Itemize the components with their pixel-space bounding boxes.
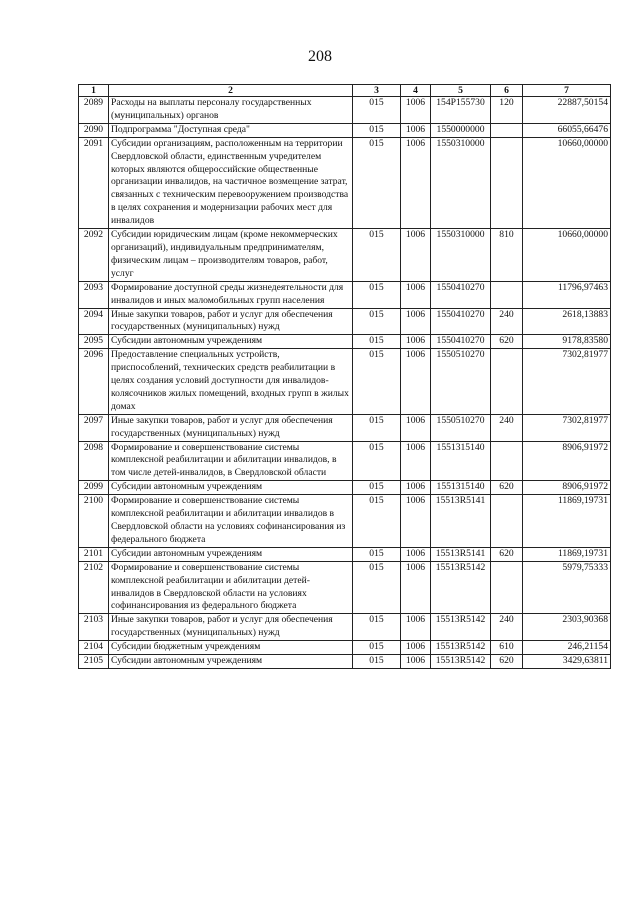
- table-row: [79, 229, 611, 282]
- table-row: [79, 414, 611, 441]
- row-col3: 015: [353, 495, 401, 548]
- row-col5: 15513R5141: [431, 495, 491, 548]
- table-row: [79, 123, 611, 137]
- row-col3: 015: [353, 308, 401, 335]
- row-name: Субсидии организациям, расположенным на территории Свердловской области, единственным учредителем которых являются общероссийские общественные организации инвалидов, на частичное возмещение затрат, связанных с техническим перевооружением производства в целях сохранения и модернизации рабочих мест для инвалидов: [109, 137, 353, 228]
- row-number: 2089: [79, 97, 109, 124]
- row-name: Подпрограмма "Доступная среда": [109, 123, 353, 137]
- row-col4: 1006: [401, 495, 431, 548]
- table-row: [79, 641, 611, 655]
- row-col4: 1006: [401, 281, 431, 308]
- column-header-2: 2: [109, 85, 353, 97]
- table-row: [79, 495, 611, 548]
- row-amount: 9178,83580: [523, 335, 611, 349]
- page-number: 208: [308, 48, 332, 65]
- row-name: Расходы на выплаты персоналу государственных (муниципальных) органов: [109, 97, 353, 124]
- row-amount: 2303,90368: [523, 614, 611, 641]
- row-amount: 7302,81977: [523, 349, 611, 415]
- row-col4: 1006: [401, 441, 431, 481]
- row-col6: 240: [491, 308, 523, 335]
- column-header-3: 3: [353, 85, 401, 97]
- row-col5: 15513R5142: [431, 641, 491, 655]
- row-amount: 8906,91972: [523, 481, 611, 495]
- row-col4: 1006: [401, 547, 431, 561]
- row-col4: 1006: [401, 561, 431, 614]
- row-name: Субсидии юридическим лицам (кроме некоммерческих организаций), индивидуальным предпринимателям, физическим лицам – производителям товаров, работ, услуг: [109, 229, 353, 282]
- row-number: 2099: [79, 481, 109, 495]
- row-col3: 015: [353, 614, 401, 641]
- row-name: Субсидии автономным учреждениям: [109, 547, 353, 561]
- row-col4: 1006: [401, 97, 431, 124]
- row-col6: [491, 123, 523, 137]
- row-col3: 015: [353, 123, 401, 137]
- table-row: [79, 97, 611, 124]
- row-col3: 015: [353, 137, 401, 228]
- row-col4: 1006: [401, 123, 431, 137]
- row-number: 2104: [79, 641, 109, 655]
- row-col5: 15513R5142: [431, 561, 491, 614]
- row-number: 2090: [79, 123, 109, 137]
- row-col6: 620: [491, 655, 523, 669]
- column-header-6: 6: [491, 85, 523, 97]
- row-amount: 5979,75333: [523, 561, 611, 614]
- table-row: [79, 614, 611, 641]
- row-col3: 015: [353, 547, 401, 561]
- row-col4: 1006: [401, 349, 431, 415]
- row-col6: [491, 441, 523, 481]
- row-number: 2093: [79, 281, 109, 308]
- row-col4: 1006: [401, 614, 431, 641]
- row-number: 2100: [79, 495, 109, 548]
- row-name: Субсидии автономным учреждениям: [109, 655, 353, 669]
- row-number: 2101: [79, 547, 109, 561]
- row-col6: 240: [491, 414, 523, 441]
- row-col3: 015: [353, 349, 401, 415]
- table-row: [79, 137, 611, 228]
- table-row: [79, 349, 611, 415]
- row-amount: 11869,19731: [523, 495, 611, 548]
- table-row: [79, 335, 611, 349]
- column-header-1: 1: [79, 85, 109, 97]
- row-amount: 22887,50154: [523, 97, 611, 124]
- row-amount: 3429,63811: [523, 655, 611, 669]
- row-col6: 810: [491, 229, 523, 282]
- row-col6: [491, 495, 523, 548]
- row-col5: 154P155730: [431, 97, 491, 124]
- header-row: [79, 85, 611, 97]
- row-name: Субсидии автономным учреждениям: [109, 481, 353, 495]
- row-number: 2098: [79, 441, 109, 481]
- row-col3: 015: [353, 229, 401, 282]
- row-col3: 015: [353, 414, 401, 441]
- column-header-5: 5: [431, 85, 491, 97]
- column-header-4: 4: [401, 85, 431, 97]
- table-row: [79, 561, 611, 614]
- row-amount: 7302,81977: [523, 414, 611, 441]
- row-col5: 15513R5141: [431, 547, 491, 561]
- row-number: 2096: [79, 349, 109, 415]
- row-col6: 610: [491, 641, 523, 655]
- row-col3: 015: [353, 561, 401, 614]
- row-name: Формирование и совершенствование системы комплексной реабилитации и абилитации детей-инвалидов в Свердловской области на условиях софинансирования из федерального бюджета: [109, 561, 353, 614]
- row-col3: 015: [353, 655, 401, 669]
- row-name: Иные закупки товаров, работ и услуг для обеспечения государственных (муниципальных) нужд: [109, 308, 353, 335]
- row-amount: 2618,13883: [523, 308, 611, 335]
- row-col6: [491, 137, 523, 228]
- row-name: Формирование доступной среды жизнедеятельности для инвалидов и иных маломобильных групп населения: [109, 281, 353, 308]
- row-name: Иные закупки товаров, работ и услуг для обеспечения государственных (муниципальных) нужд: [109, 614, 353, 641]
- row-col6: [491, 561, 523, 614]
- row-amount: 8906,91972: [523, 441, 611, 481]
- table-row: [79, 281, 611, 308]
- row-col5: 1550510270: [431, 414, 491, 441]
- row-col5: 1551315140: [431, 441, 491, 481]
- row-amount: 66055,66476: [523, 123, 611, 137]
- row-col6: 620: [491, 547, 523, 561]
- row-name: Субсидии автономным учреждениям: [109, 335, 353, 349]
- table-row: [79, 547, 611, 561]
- row-col5: 1550410270: [431, 281, 491, 308]
- row-col5: 1550310000: [431, 229, 491, 282]
- row-name: Формирование и совершенствование системы комплексной реабилитации и абилитации инвалидов в Свердловской области на условиях софинансирования из федерального бюджета: [109, 495, 353, 548]
- row-number: 2095: [79, 335, 109, 349]
- row-amount: 11796,97463: [523, 281, 611, 308]
- row-name: Формирование и совершенствование системы комплексной реабилитации и абилитации инвалидов, в том числе детей-инвалидов, в Свердловской области: [109, 441, 353, 481]
- row-col5: 1550310000: [431, 137, 491, 228]
- row-col5: 1551315140: [431, 481, 491, 495]
- budget-table: [78, 84, 611, 669]
- row-col5: 15513R5142: [431, 655, 491, 669]
- row-col3: 015: [353, 641, 401, 655]
- row-number: 2105: [79, 655, 109, 669]
- row-col3: 015: [353, 335, 401, 349]
- table-row: [79, 655, 611, 669]
- row-col5: 1550000000: [431, 123, 491, 137]
- row-name: Предоставление специальных устройств, приспособлений, технических средств реабилитации в целях создания условий доступности для инвалидов-колясочников жилых помещений, входных групп в жилых домах: [109, 349, 353, 415]
- row-col4: 1006: [401, 641, 431, 655]
- row-col5: 15513R5142: [431, 614, 491, 641]
- row-name: Субсидии бюджетным учреждениям: [109, 641, 353, 655]
- row-name: Иные закупки товаров, работ и услуг для обеспечения государственных (муниципальных) нужд: [109, 414, 353, 441]
- row-col4: 1006: [401, 414, 431, 441]
- row-col4: 1006: [401, 335, 431, 349]
- row-col3: 015: [353, 481, 401, 495]
- row-col6: [491, 281, 523, 308]
- row-number: 2103: [79, 614, 109, 641]
- row-col6: 240: [491, 614, 523, 641]
- row-number: 2097: [79, 414, 109, 441]
- row-col5: 1550410270: [431, 308, 491, 335]
- row-amount: 10660,00000: [523, 229, 611, 282]
- row-col5: 1550410270: [431, 335, 491, 349]
- row-col3: 015: [353, 281, 401, 308]
- row-col4: 1006: [401, 655, 431, 669]
- row-col6: 620: [491, 335, 523, 349]
- column-header-7: 7: [523, 85, 611, 97]
- row-number: 2092: [79, 229, 109, 282]
- row-col3: 015: [353, 441, 401, 481]
- row-amount: 10660,00000: [523, 137, 611, 228]
- row-col5: 1550510270: [431, 349, 491, 415]
- row-col4: 1006: [401, 137, 431, 228]
- row-col6: 120: [491, 97, 523, 124]
- table-row: [79, 441, 611, 481]
- row-col6: 620: [491, 481, 523, 495]
- row-col4: 1006: [401, 229, 431, 282]
- row-amount: 246,21154: [523, 641, 611, 655]
- row-col4: 1006: [401, 308, 431, 335]
- row-number: 2094: [79, 308, 109, 335]
- row-amount: 11869,19731: [523, 547, 611, 561]
- row-col6: [491, 349, 523, 415]
- row-number: 2091: [79, 137, 109, 228]
- table-row: [79, 481, 611, 495]
- table-row: [79, 308, 611, 335]
- row-number: 2102: [79, 561, 109, 614]
- row-col4: 1006: [401, 481, 431, 495]
- row-col3: 015: [353, 97, 401, 124]
